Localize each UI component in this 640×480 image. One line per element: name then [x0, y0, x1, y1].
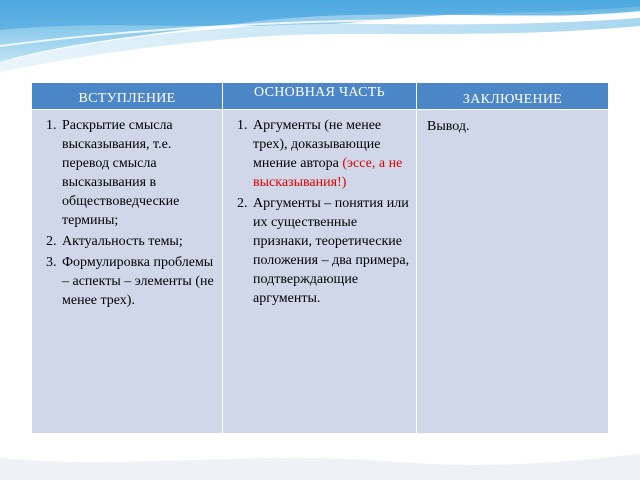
content-row	[32, 110, 609, 434]
header-row	[32, 83, 609, 110]
header-conclusion: ЗАКЛЮЧЕНИЕ	[417, 83, 609, 110]
conclusion-cell	[417, 110, 609, 434]
header-introduction: ВСТУПЛЕНИЕ	[32, 83, 223, 110]
introduction-list	[36, 116, 218, 310]
list-item: 3. Формулировка проблемы – аспекты – элементы (не менее трех).	[60, 253, 218, 310]
list-item: 1. Раскрытие смысла высказывания, т.е. перевод смысла высказывания в обществоведческие термины;	[60, 116, 218, 230]
introduction-cell	[32, 110, 223, 434]
conclusion-text: Вывод.	[427, 119, 470, 134]
list-item: 2. Актуальность темы;	[60, 232, 218, 251]
main-part-cell	[223, 110, 417, 434]
main-part-list	[227, 116, 412, 308]
essay-note-red: (эссе, а не высказывания!)	[253, 156, 403, 190]
list-item: 2. Аргументы – понятия или их существенные признаки, теоретические положения – два примера, подтверждающие аргументы.	[251, 194, 412, 308]
argument-text: Аргументы (не менее трех), доказывающие мнение автора	[253, 118, 382, 171]
list-item	[251, 116, 412, 192]
header-main-part: ОСНОВНАЯ ЧАСТЬ	[223, 83, 417, 110]
essay-structure-table	[31, 82, 609, 434]
